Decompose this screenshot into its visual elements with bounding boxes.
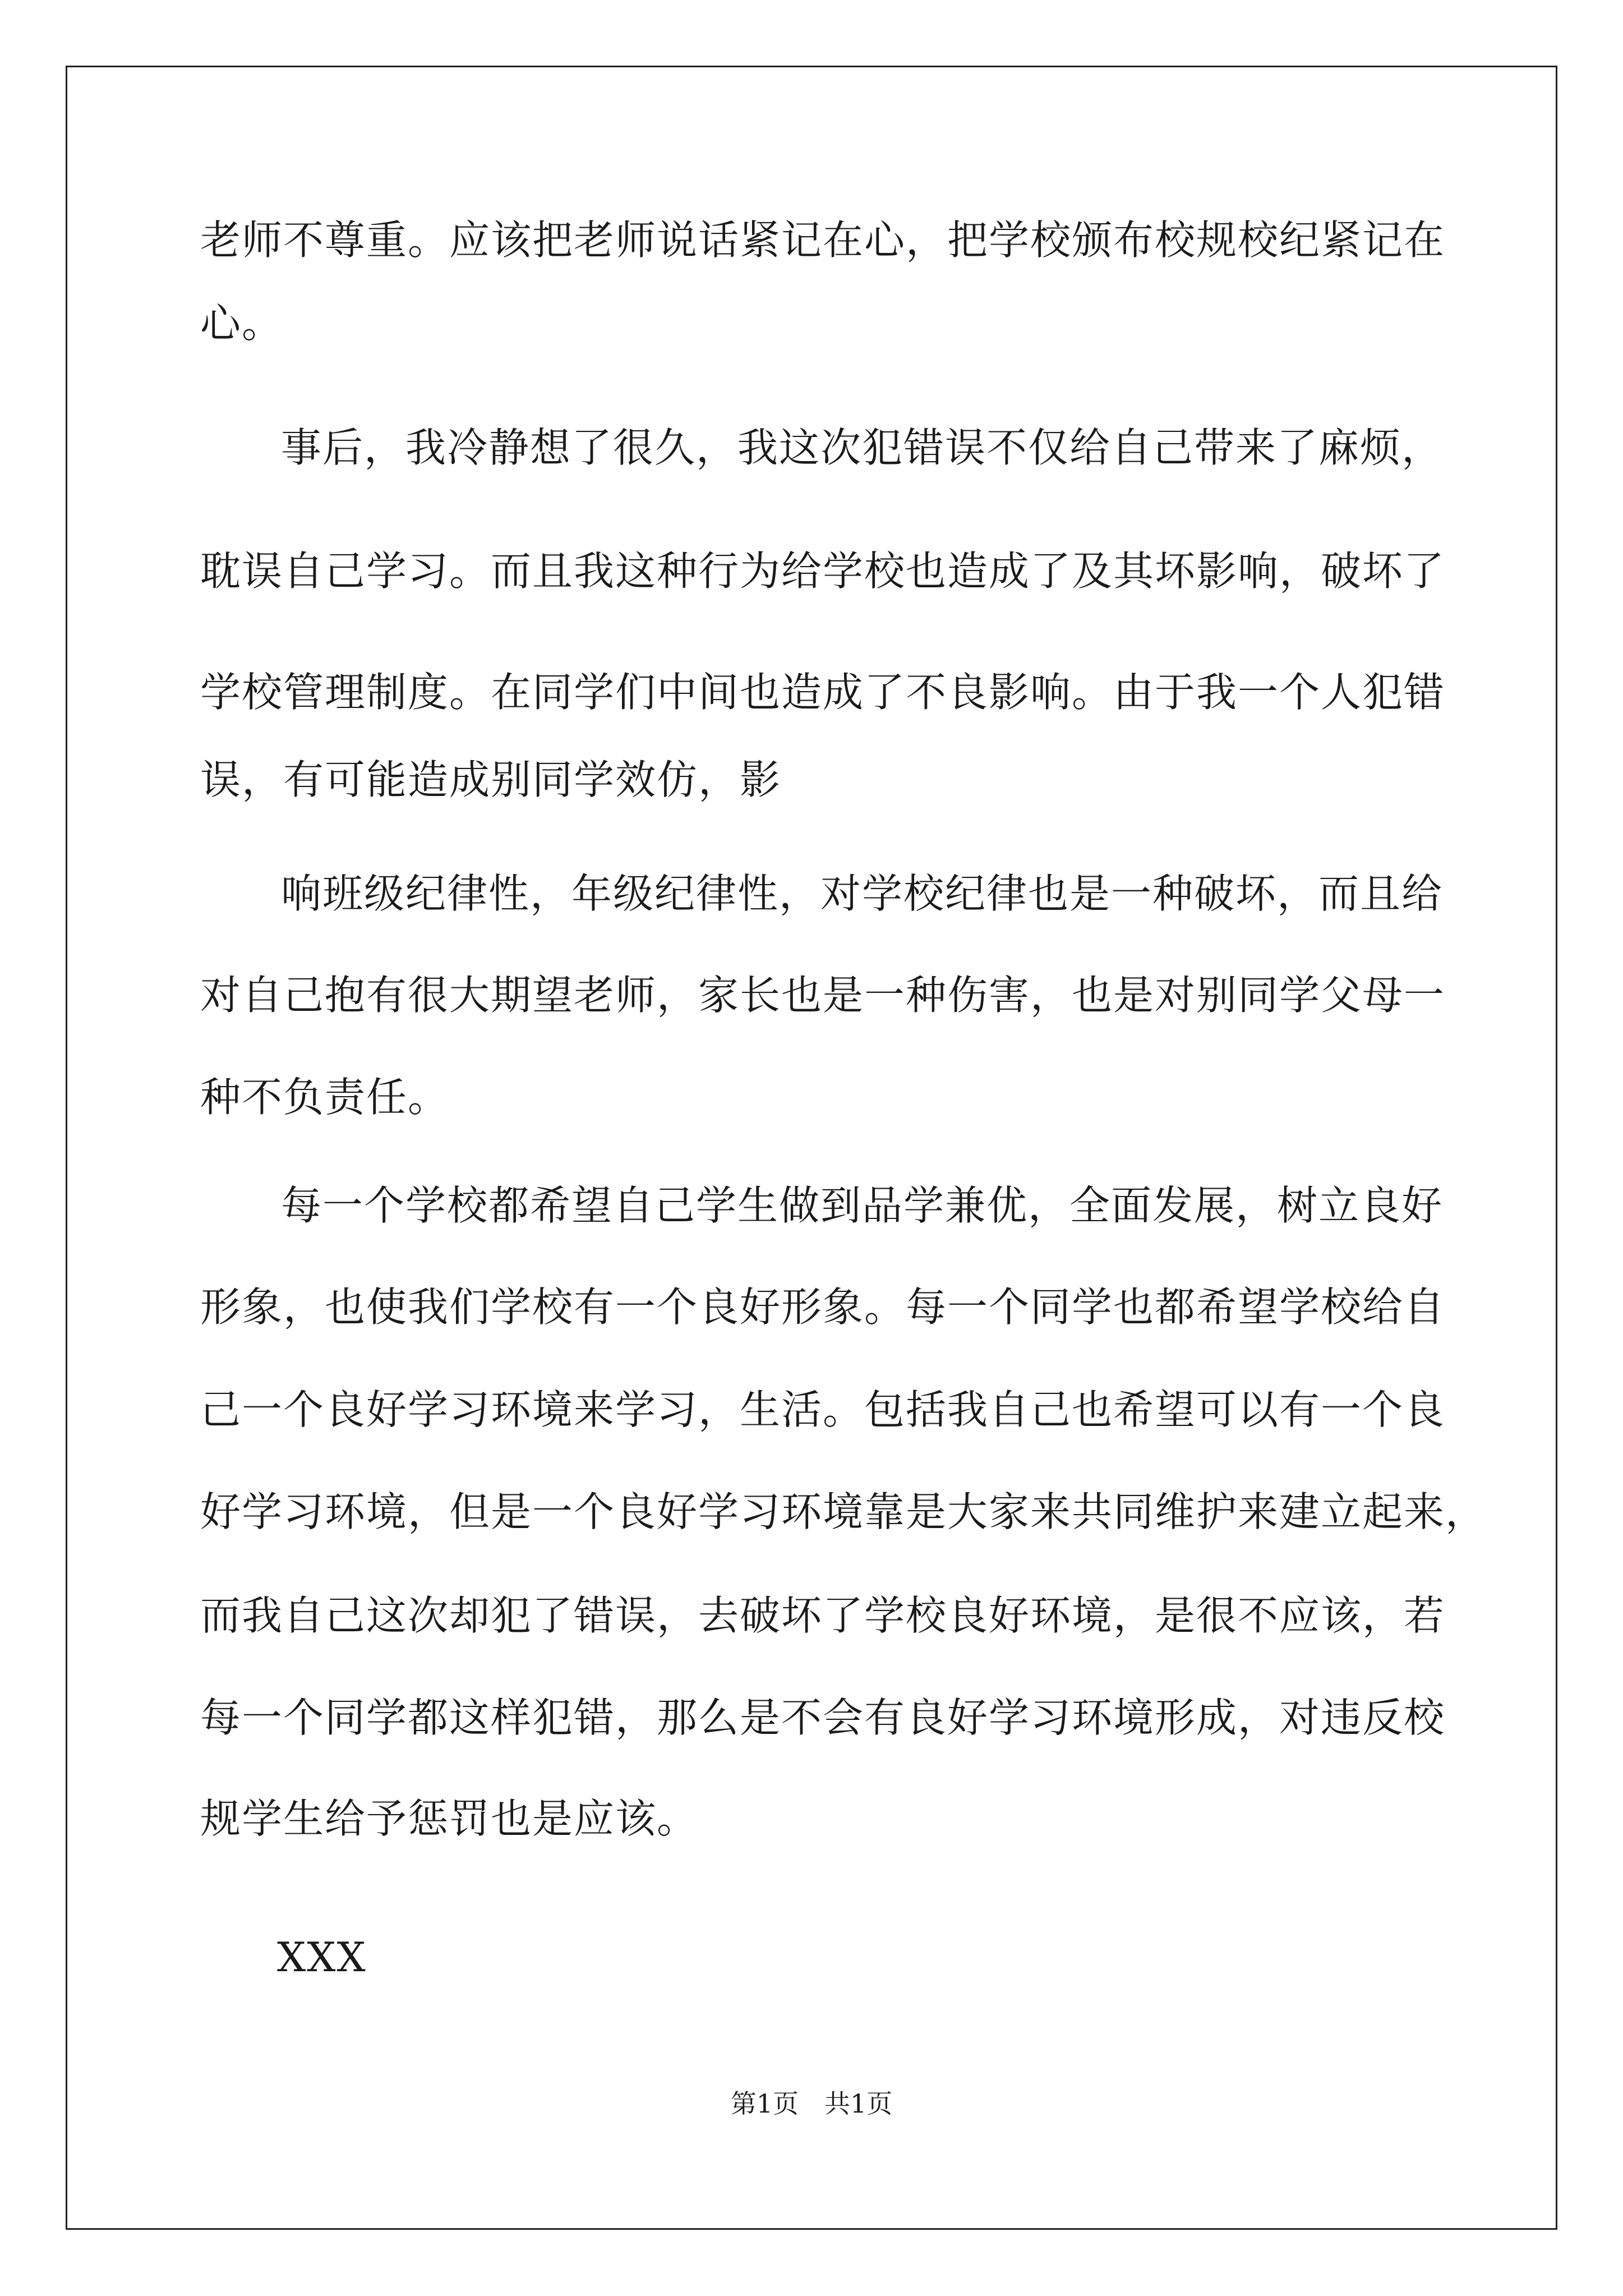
text-line: 每一个学校都希望自己学生做到品学兼优，全面发展，树立良好 <box>281 1182 1444 1229</box>
signature: XXX <box>277 1934 367 1981</box>
text-line: 学校管理制度。在同学们中间也造成了不良影响。由于我一个人犯错 <box>200 669 1446 716</box>
page-frame <box>66 66 1557 2230</box>
text-line: 响班级纪律性，年级纪律性，对学校纪律也是一种破坏，而且给 <box>281 870 1444 917</box>
text-line: 而我自己这次却犯了错误，去破坏了学校良好环境，是很不应该，若 <box>200 1592 1446 1639</box>
text-line: 种不负责任。 <box>200 1074 450 1121</box>
text-line: 形象，也使我们学校有一个良好形象。每一个同学也都希望学校给自 <box>200 1283 1446 1331</box>
text-line: 耽误自己学习。而且我这种行为给学校也造成了及其坏影响，破坏了 <box>200 547 1446 595</box>
text-line: 老师不尊重。应该把老师说话紧记在心，把学校颁布校规校纪紧记在 <box>200 217 1446 264</box>
text-line: 对自己抱有很大期望老师，家长也是一种伤害，也是对别同学父母一 <box>200 972 1446 1019</box>
text-line: 心。 <box>200 300 284 347</box>
text-line: 好学习环境，但是一个良好学习环境靠是大家来共同维护来建立起来， <box>200 1488 1487 1535</box>
page-number: 第1页 共1页 <box>730 2088 893 2119</box>
text-line: 每一个同学都这样犯错，那么是不会有良好学习环境形成，对违反校 <box>200 1694 1446 1741</box>
text-line: 规学生给予惩罚也是应该。 <box>200 1795 699 1842</box>
text-line: 事后，我冷静想了很久，我这次犯错误不仅给自己带来了麻烦， <box>281 424 1444 471</box>
text-line: 己一个良好学习环境来学习，生活。包括我自己也希望可以有一个良 <box>200 1386 1446 1433</box>
text-line: 误，有可能造成别同学效仿，影 <box>200 756 782 803</box>
